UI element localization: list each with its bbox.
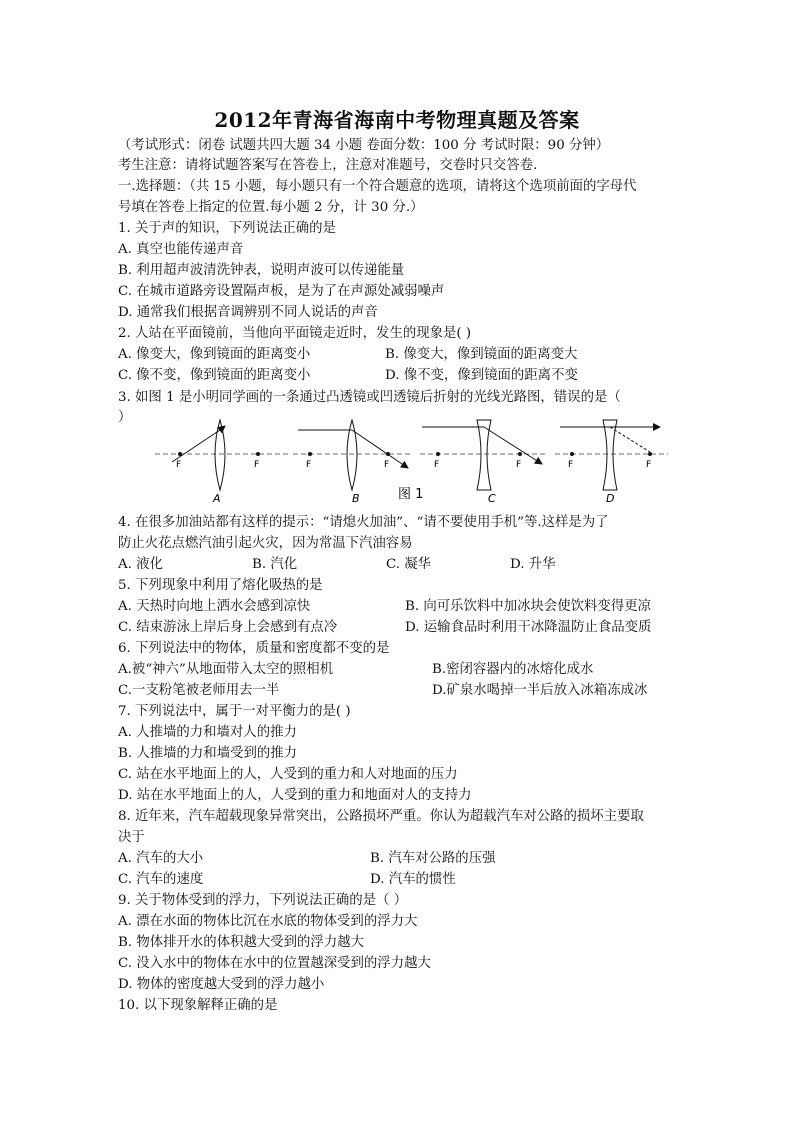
q5-option-a: A. 天热时向地上洒水会感到凉快	[118, 599, 311, 614]
q8-option-a: A. 汽车的大小	[118, 851, 204, 866]
q1-option-a: A. 真空也能传递声音	[118, 242, 244, 257]
focus-label: F	[176, 460, 182, 470]
q6-option-a: A.被“神六”从地面带入太空的照相机	[118, 662, 334, 677]
section-header-line1: 一.选择题：（共 15 小题，每小题只有一个符合题意的选项，请将这个选项前面的字母代	[118, 179, 637, 194]
q4-option-d: D. 升华	[510, 557, 556, 572]
q2-option-c: C. 像不变，像到镜面的距离变小	[118, 368, 311, 383]
lens-diagram-d	[555, 420, 668, 505]
q6-stem: 6. 下列说法中的物体，质量和密度都不变的是	[118, 641, 390, 656]
q7-stem: 7. 下列说法中，属于一对平衡力的是( )	[118, 704, 351, 719]
section-header-line2: 号填在答卷上指定的位置.每小题 2 分，计 30 分.）	[118, 200, 424, 215]
q9-stem: 9. 关于物体受到的浮力，下列说法正确的是（ ）	[118, 893, 408, 908]
q6-option-c: C.一支粉笔被老师用去一半	[118, 683, 280, 698]
focus-label: F	[306, 460, 312, 470]
lens-label-a: A	[213, 492, 221, 505]
q3-stem-end: ）	[118, 410, 132, 425]
focus-label: F	[384, 460, 390, 470]
focus-label: F	[516, 460, 522, 470]
figure-caption: 图 1	[398, 487, 424, 502]
lens-label-c: C	[488, 492, 496, 505]
q7-option-d: D. 站在水平地面上的人，人受到的重力和地面对人的支持力	[118, 788, 472, 803]
q9-option-a: A. 漂在水面的物体比沉在水底的物体受到的浮力大	[118, 914, 418, 929]
q7-option-a: A. 人推墙的力和墙对人的推力	[118, 725, 297, 740]
lens-diagram-a	[155, 420, 290, 505]
focus-label: F	[254, 460, 260, 470]
q2-option-b: B. 像变大，像到镜面的距离变大	[385, 347, 578, 362]
q6-option-b: B.密闭容器内的冰熔化成水	[432, 662, 594, 677]
q9-option-c: C. 没入水中的物体在水中的位置越深受到的浮力越大	[118, 956, 431, 971]
q1-option-b: B. 利用超声波清洗钟表，说明声波可以传递能量	[118, 263, 405, 278]
q4-option-c: C. 凝华	[386, 557, 432, 572]
q7-option-b: B. 人推墙的力和墙受到的推力	[118, 746, 298, 761]
q5-stem: 5. 下列现象中利用了熔化吸热的是	[118, 578, 323, 593]
exam-info: （考试形式：闭卷 试题共四大题 34 小题 卷面分数：100 分 考试时限：90 分钟）	[118, 138, 610, 153]
lens-label-b: B	[352, 492, 360, 505]
q6-option-d: D.矿泉水喝掉一半后放入冰箱冻成冰	[432, 683, 648, 698]
lens-diagram-c	[420, 420, 548, 505]
candidate-notice: 考生注意：请将试题答案写在答卷上，注意对准题号，交卷时只交答卷.	[118, 158, 538, 173]
q4-stem-line2: 防止火花点燃汽油引起火灾，因为常温下汽油容易	[118, 536, 413, 551]
q5-option-b: B. 向可乐饮料中加冰块会使饮料变得更凉	[405, 599, 651, 614]
q5-option-c: C. 结束游泳上岸后身上会感到有点冷	[118, 620, 338, 635]
q5-option-d: D. 运输食品时利用干冰降温防止食品变质	[405, 620, 652, 635]
q8-stem-line1: 8. 近年来，汽车超载现象异常突出，公路损坏严重。你认为超载汽车对公路的损坏主要取	[118, 809, 644, 824]
q2-option-d: D. 像不变，像到镜面的距离不变	[385, 368, 578, 383]
q4-option-a: A. 液化	[118, 557, 163, 572]
q1-stem: 1. 关于声的知识，下列说法正确的是	[118, 221, 336, 236]
q8-option-c: C. 汽车的速度	[118, 872, 204, 887]
q9-option-b: B. 物体排开水的体积越大受到的浮力越大	[118, 935, 364, 950]
focus-label: F	[646, 460, 652, 470]
page-title: 2012年青海省海南中考物理真题及答案	[214, 108, 580, 132]
q9-option-d: D. 物体的密度越大受到的浮力越小	[118, 977, 325, 992]
q10-stem: 10. 以下现象解释正确的是	[118, 998, 278, 1013]
lens-diagram-b	[293, 420, 412, 505]
q4-option-b: B. 汽化	[252, 557, 298, 572]
q2-option-a: A. 像变大，像到镜面的距离变小	[118, 347, 311, 362]
q1-option-d: D. 通常我们根据音调辨别不同人说话的声音	[118, 305, 378, 320]
focus-label: F	[568, 460, 574, 470]
focus-label: F	[434, 460, 440, 470]
q4-stem-line1: 4. 在很多加油站都有这样的提示：“请熄火加油”、“请不要使用手机”等.这样是为了	[118, 515, 609, 530]
q7-option-c: C. 站在水平地面上的人，人受到的重力和人对地面的压力	[118, 767, 458, 782]
q8-stem-line2: 决于	[118, 830, 145, 845]
q8-option-d: D. 汽车的惯性	[370, 872, 456, 887]
q8-option-b: B. 汽车对公路的压强	[370, 851, 496, 866]
q2-stem: 2. 人站在平面镜前，当他向平面镜走近时，发生的现象是( )	[118, 326, 472, 341]
figure-1-lens-diagrams	[150, 412, 670, 508]
q1-option-c: C. 在城市道路旁设置隔声板，是为了在声源处减弱噪声	[118, 284, 445, 299]
lens-label-d: D	[606, 492, 615, 505]
q3-stem: 3. 如图 1 是小明同学画的一条通过凸透镜或凹透镜后折射的光线光路图，错误的是（	[118, 390, 621, 405]
